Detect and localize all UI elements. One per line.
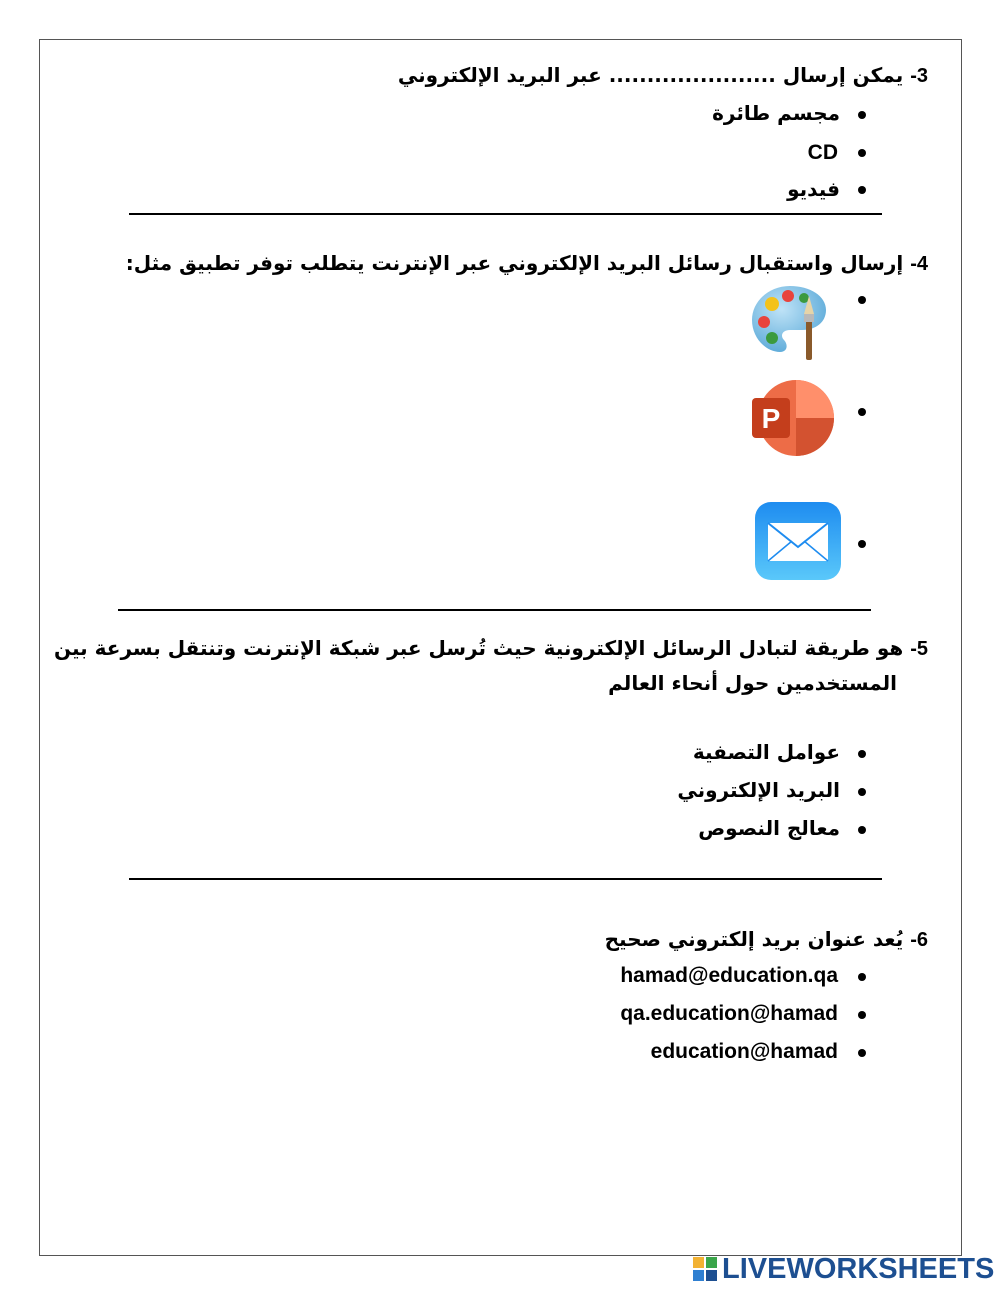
q5-option-1[interactable]: عوامل التصفية <box>692 740 840 764</box>
bullet-dot <box>858 296 866 304</box>
q6-option-1[interactable]: hamad@education.qa <box>620 964 838 987</box>
q6-option-2[interactable]: qa.education@hamad <box>620 1002 838 1025</box>
q3-option-2[interactable]: CD <box>807 141 838 164</box>
brand-name: LIVEWORKSHEETS <box>722 1253 995 1285</box>
question-6-number: 6- <box>910 929 928 951</box>
question-6-text: يُعد عنوان بريد إلكتروني صحيح <box>604 927 904 951</box>
divider <box>118 609 871 611</box>
q5-option-3[interactable]: معالج النصوص <box>698 816 840 840</box>
bullet-dot <box>858 186 866 194</box>
q5-option-2[interactable]: البريد الإلكتروني <box>677 778 840 802</box>
q3-option-1[interactable]: مجسم طائرة <box>712 101 840 125</box>
question-5-text-line2: المستخدمين حول أنحاء العالم <box>608 671 897 695</box>
q6-option-3[interactable]: education@hamad <box>650 1040 838 1063</box>
powerpoint-app-icon[interactable] <box>750 378 838 458</box>
bullet-dot <box>858 788 866 796</box>
q3-option-3[interactable]: فيديو <box>787 177 840 201</box>
divider <box>129 878 882 880</box>
bullet-dot <box>858 826 866 834</box>
bullet-dot <box>858 1049 866 1057</box>
question-4-number: 4- <box>910 253 928 275</box>
bullet-dot <box>858 1011 866 1019</box>
question-3 <box>398 60 928 91</box>
question-5-text-line1: هو طريقة لتبادل الرسائل الإلكترونية حيث تُرسل عبر شبكة الإنترنت وتنتقل بسرعة بين <box>54 636 904 660</box>
question-5-number: 5- <box>910 638 928 660</box>
question-3-text: يمكن إرسال ...................... عبر البريد الإلكتروني <box>397 63 904 87</box>
paint-palette-app-icon[interactable] <box>750 282 830 362</box>
bullet-dot <box>858 149 866 157</box>
liveworksheets-logo <box>692 1252 994 1286</box>
question-6 <box>605 924 928 955</box>
question-4 <box>126 248 928 279</box>
bullet-dot <box>858 111 866 119</box>
question-3-number: 3- <box>910 65 928 87</box>
powerpoint-letter: P <box>761 403 781 434</box>
mail-app-icon[interactable] <box>754 501 842 581</box>
bullet-dot <box>858 540 866 548</box>
divider <box>129 213 882 215</box>
liveworksheets-logo-icon <box>692 1256 718 1282</box>
bullet-dot <box>858 408 866 416</box>
question-5-continued <box>608 668 897 698</box>
bullet-dot <box>858 973 866 981</box>
question-4-text: إرسال واستقبال رسائل البريد الإلكتروني عبر الإنترنت يتطلب توفر تطبيق مثل: <box>125 251 904 275</box>
bullet-dot <box>858 750 866 758</box>
question-5 <box>54 633 928 664</box>
